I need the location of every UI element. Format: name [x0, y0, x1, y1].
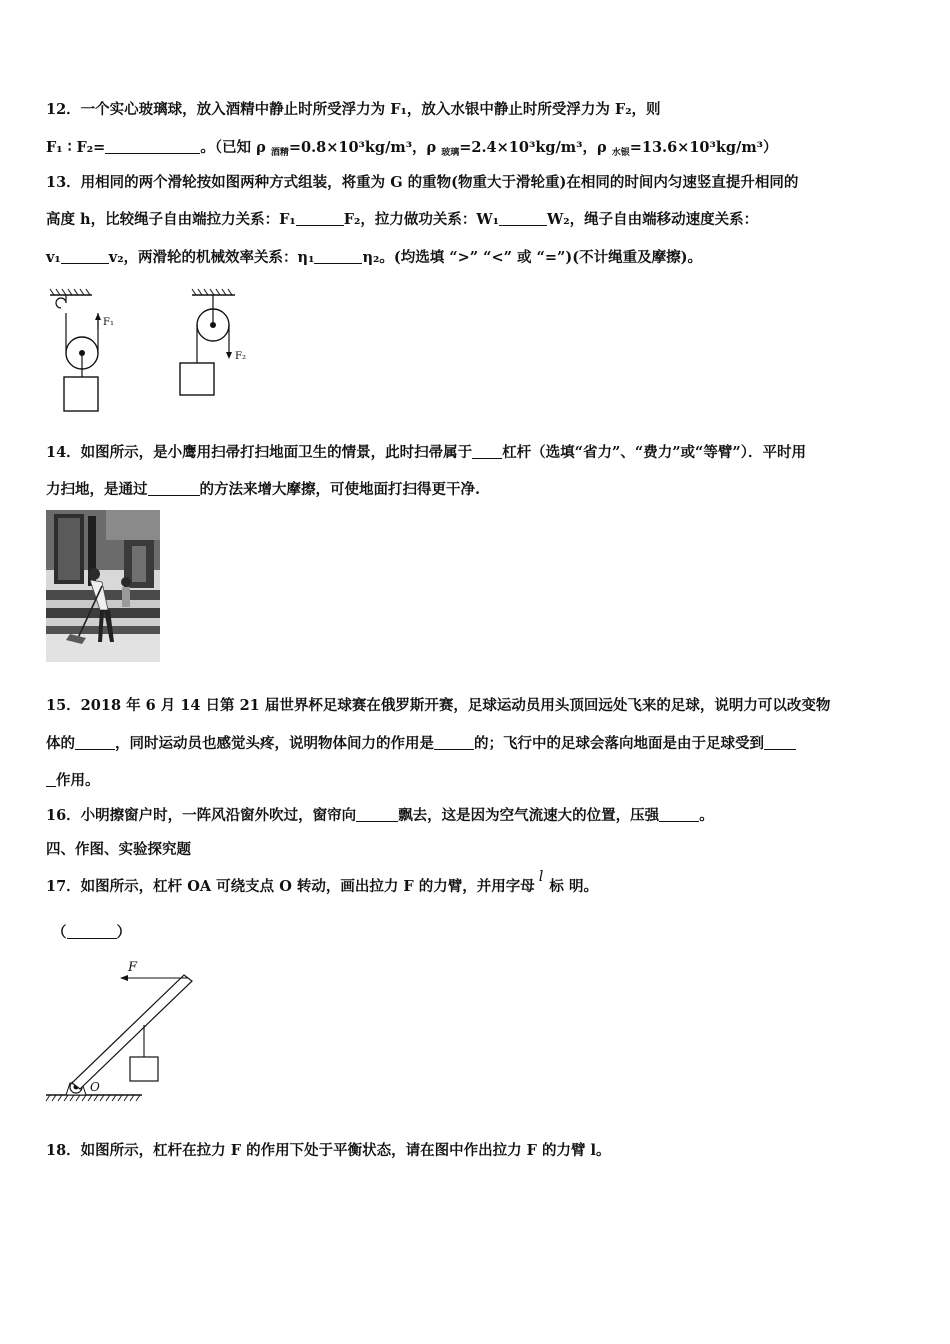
q17-answer-line	[52, 923, 131, 943]
q13-line3	[46, 248, 702, 268]
q17-line1	[46, 869, 598, 897]
q17-paren-open: （	[52, 924, 67, 941]
q13-line1	[46, 173, 798, 193]
q13-blank-work[interactable]	[499, 211, 547, 226]
q15-text-2c: 的；飞行中的足球会落向地面是由于足球受到	[474, 735, 764, 752]
q14-blank-lever[interactable]	[472, 444, 502, 459]
q12-answer-blank[interactable]	[105, 139, 200, 154]
q14-sweeping-photo	[46, 510, 160, 662]
q12-text: 12．一个实心玻璃球，放入酒精中静止时所受浮力为 F₁，放入水银中静止时所受浮力为 F₂，则	[46, 101, 661, 118]
movable-pulley-diagram	[50, 289, 114, 411]
q16-line1	[46, 806, 714, 826]
q16-text-1a: 16．小明擦窗户时，一阵风沿窗外吹过，窗帘向	[46, 807, 357, 824]
q12-mercury-val: =13.6×10³kg/m³）	[629, 139, 778, 156]
q17-answer-blank[interactable]	[67, 924, 117, 939]
q12-line2	[46, 138, 778, 163]
q14-text-2b: 的方法来增大摩擦，可使地面打扫得更干净.	[199, 481, 481, 498]
q17-text-1b: 标 明。	[549, 878, 598, 895]
q15-blank-motion[interactable]	[75, 735, 115, 750]
q14-text-2a: 力扫地，是通过	[46, 481, 148, 498]
q18-text: 18．如图所示，杠杆在拉力 F 的作用下处于平衡状态，请在图中作出拉力 F 的力臂 l。	[46, 1142, 611, 1159]
q16-blank-pressure[interactable]	[659, 807, 699, 822]
q12-known-open: 。（已知 ρ	[200, 139, 271, 156]
q15-text-1: 15．2018 年 6 月 14 日第 21 届世界杯足球赛在俄罗斯开赛，足球运动员用头顶回远处飞来的足球，说明力可以改变物	[46, 697, 831, 714]
q17-lever-figure	[44, 955, 204, 1107]
q13-text-1: 13．用相同的两个滑轮按如图两种方式组装，将重为 G 的重物(物重大于滑轮重)在相同的时间内匀速竖直提升相同的	[46, 174, 799, 191]
q13-text-2a: 高度 h，比较绳子自由端拉力关系：F₁	[46, 211, 296, 228]
q15-text-2b: ，同时运动员也感觉头疼，说明物体间力的作用是	[115, 735, 434, 752]
q14-blank-method[interactable]	[148, 481, 200, 496]
q13-blank-speed[interactable]	[61, 249, 109, 264]
q13-fig-f1-label: F₁	[103, 317, 114, 328]
q17-fig-f-label: F	[128, 960, 138, 975]
section-4-title	[46, 840, 191, 860]
fixed-pulley-diagram	[180, 289, 246, 395]
q15-line1	[46, 696, 830, 716]
q17-letter-l: l	[538, 869, 544, 885]
q13-text-3b: v₂，两滑轮的机械效率关系：η₁	[108, 249, 315, 266]
q13-fig-f2-label: F₂	[235, 351, 246, 362]
q15-text-3: 作用。	[56, 772, 100, 789]
q18-line1	[46, 1141, 611, 1161]
q15-blank-force-start[interactable]	[46, 772, 56, 787]
q16-blank-direction[interactable]	[356, 807, 398, 822]
q13-text-2c: W₂，绳子自由端移动速度关系：	[547, 211, 759, 228]
q17-fig-o-label: O	[90, 1080, 100, 1094]
q14-line2	[46, 480, 480, 500]
q12-mercury-sub: 水银	[611, 148, 630, 158]
q15-blank-mutual[interactable]	[434, 735, 474, 750]
q17-paren-close: ）	[116, 924, 131, 941]
q13-pulley-figure	[40, 283, 280, 418]
q12-alcohol-sub: 酒精	[270, 148, 289, 158]
q13-blank-force[interactable]	[296, 211, 344, 226]
q12-line1	[46, 100, 661, 120]
q12-alcohol-val: =0.8×10³kg/m³，ρ	[288, 139, 442, 156]
q14-text-1b: 杠杆（选填“省力”、“费力”或“等臂”）．平时用	[502, 444, 806, 461]
q13-text-2b: F₂，拉力做功关系：W₁	[343, 211, 500, 228]
q16-text-1b: 飘去，这是因为空气流速大的位置，压强	[398, 807, 660, 824]
q15-text-2a: 体的	[46, 735, 75, 752]
q12-glass-val: =2.4×10³kg/m³，ρ	[459, 139, 612, 156]
q15-blank-force-end[interactable]	[764, 735, 796, 750]
q15-line3	[46, 771, 100, 791]
q13-line2	[46, 210, 758, 230]
q16-text-1c: 。	[699, 807, 714, 824]
q12-ratio-label: F₁ ∶ F₂=	[46, 139, 106, 156]
section-4-title-text: 四、作图、实验探究题	[46, 841, 191, 858]
q17-text-1a: 17．如图所示，杠杆 OA 可绕支点 O 转动，画出拉力 F 的力臂，并用字母	[46, 878, 535, 895]
q12-glass-sub: 玻璃	[441, 148, 460, 158]
q13-text-3a: v₁	[46, 249, 61, 266]
q15-line2	[46, 734, 796, 754]
q13-text-3c: η₂。(均选填 “>” “<” 或 “=”)(不计绳重及摩擦)。	[362, 249, 702, 266]
q14-line1	[46, 443, 806, 463]
q14-text-1a: 14．如图所示，是小鹰用扫帚打扫地面卫生的情景，此时扫帚属于	[46, 444, 473, 461]
q13-blank-efficiency[interactable]	[314, 249, 362, 264]
